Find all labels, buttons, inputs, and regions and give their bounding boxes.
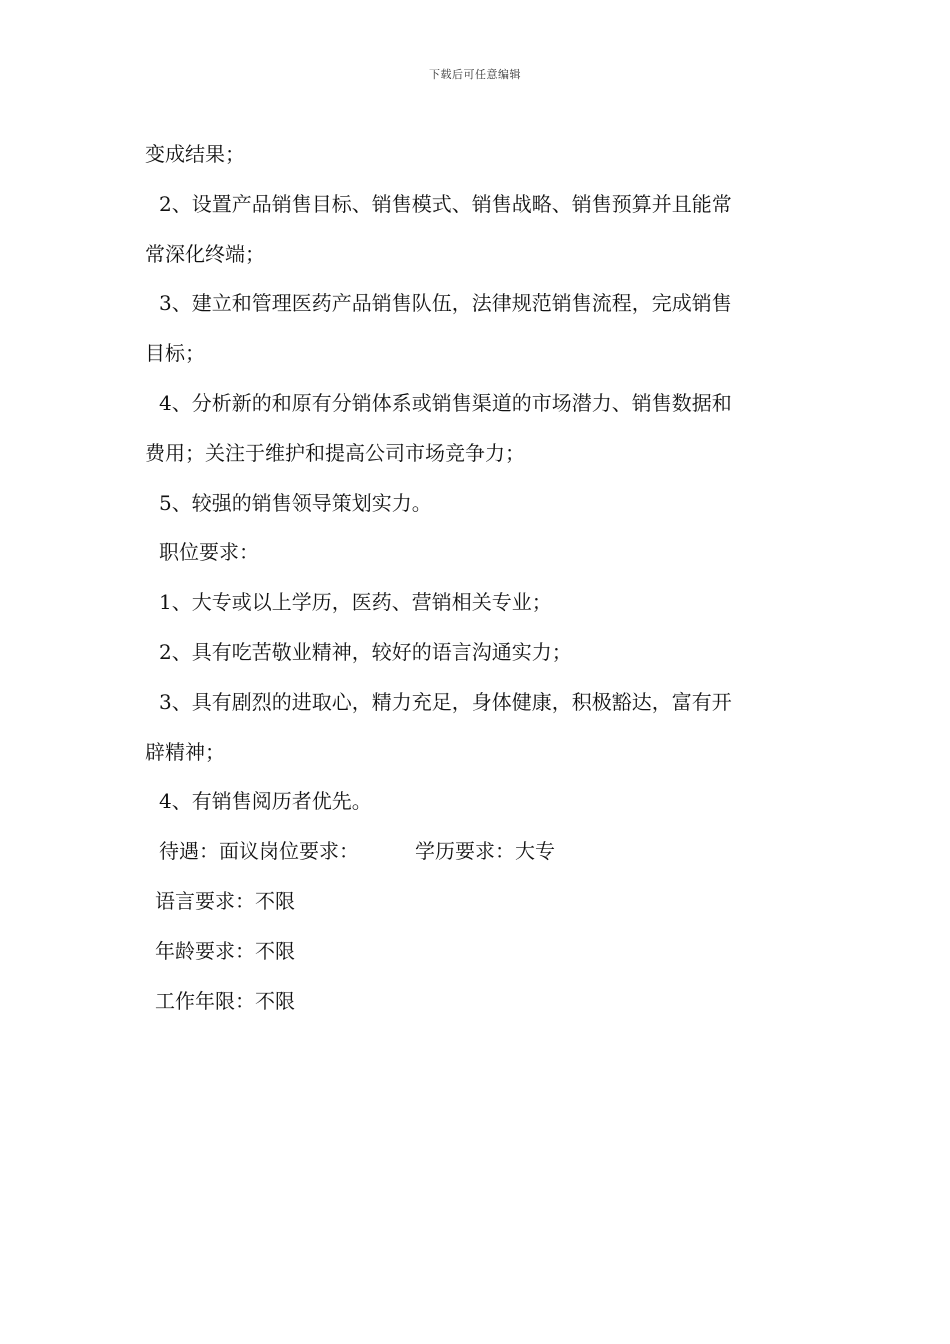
list-item: 4、有销售阅历者优先。 (159, 789, 372, 814)
treatment-line (145, 827, 810, 877)
list-item: 5、较强的销售领导策划实力。 (159, 490, 432, 515)
list-item: 2、具有吃苦敬业精神，较好的语言沟通实力； (159, 639, 572, 664)
list-item: 3、具有剧烈的进取心，精力充足，身体健康，积极豁达，富有开 (159, 689, 732, 714)
document-body (145, 130, 810, 1026)
age-line: 年龄要求：不限 (155, 938, 295, 963)
page-header: 下载后可任意编辑 (429, 68, 521, 81)
list-item: 2、设置产品销售目标、销售模式、销售战略、销售预算并且能常 (159, 191, 732, 216)
text-line: 辟精神； (145, 739, 225, 764)
language-line: 语言要求：不限 (155, 888, 295, 913)
work-years-line: 工作年限：不限 (155, 988, 295, 1013)
list-item: 1、大专或以上学历，医药、营销相关专业； (159, 590, 552, 615)
text-line: 目标； (145, 341, 205, 366)
education-text: 学历要求：大专 (415, 839, 555, 864)
list-item: 4、分析新的和原有分销体系或销售渠道的市场潜力、销售数据和 (159, 390, 732, 415)
section-heading: 职位要求： (159, 540, 259, 565)
text-line: 费用；关注于维护和提高公司市场竞争力； (145, 440, 525, 465)
text-line: 变成结果； (145, 142, 245, 166)
treatment-text: 待遇：面议岗位要求： (159, 839, 359, 864)
list-item: 3、建立和管理医药产品销售队伍，法律规范销售流程，完成销售 (159, 291, 732, 316)
text-line: 常深化终端； (145, 241, 265, 266)
